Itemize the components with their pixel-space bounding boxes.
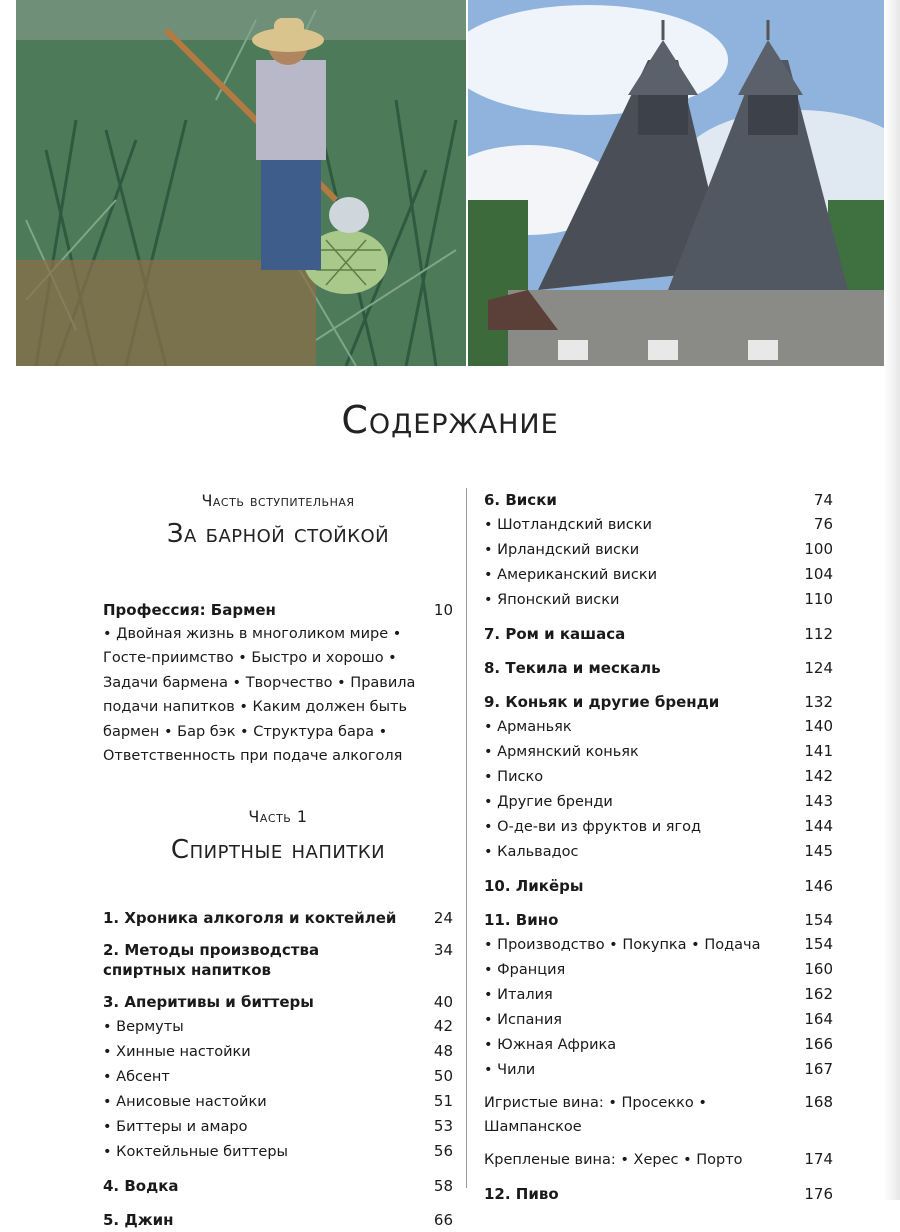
toc-entry-page: 34 <box>433 941 453 960</box>
part1-label: Часть 1 <box>248 807 308 827</box>
part1-title: Спиртные напитки <box>170 835 386 866</box>
toc-subentry[interactable] <box>484 537 833 562</box>
distillery-pagoda-photo <box>468 0 884 366</box>
toc-entry-page: 112 <box>804 625 833 643</box>
toc-subentry-page: 53 <box>433 1117 453 1136</box>
toc-subentry[interactable] <box>484 932 833 957</box>
toc-entry-page: 176 <box>804 1185 833 1203</box>
toc-entry-page: 154 <box>804 911 833 929</box>
toc-subentry-page: 48 <box>433 1042 453 1061</box>
toc-chapter-12[interactable] <box>484 1182 833 1206</box>
toc-subentry-label: • Южная Африка <box>484 1033 616 1057</box>
toc-subentry[interactable] <box>484 764 833 789</box>
toc-subentry-page: 140 <box>804 717 833 735</box>
toc-subentry-label: • Вермуты <box>103 1015 184 1039</box>
toc-subentry-label: • Испания <box>484 1008 562 1032</box>
toc-subentry-label: • Американский виски <box>484 563 657 587</box>
toc-subentry[interactable] <box>484 957 833 982</box>
toc-subentry[interactable] <box>103 1089 453 1114</box>
toc-subentry-page: 167 <box>804 1060 833 1078</box>
toc-subentry-label: • Производство • Покупка • Подача <box>484 933 760 957</box>
toc-entry-bartender[interactable] <box>103 598 453 622</box>
toc-subentry-label: • Италия <box>484 983 553 1007</box>
toc-chapter-6[interactable] <box>484 488 833 512</box>
toc-subentry-label: • Арманьяк <box>484 715 572 739</box>
toc-subentry-page: 110 <box>804 590 833 608</box>
toc-subentry[interactable] <box>484 1057 833 1082</box>
toc-chapter-8[interactable] <box>484 656 833 680</box>
toc-subentry[interactable] <box>484 982 833 1007</box>
toc-chapter-2[interactable] <box>103 940 453 980</box>
toc-subentry[interactable] <box>103 1014 453 1039</box>
toc-subentry-label: • Чили <box>484 1058 535 1082</box>
toc-subentry-page: 76 <box>813 515 833 533</box>
toc-subentry-page: 143 <box>804 792 833 810</box>
toc-entry-label: 3. Аперитивы и биттеры <box>103 993 314 1012</box>
toc-subentry-label: • Кальвадос <box>484 840 578 864</box>
toc-subentry-label: • Ирландский виски <box>484 538 639 562</box>
toc-subentry[interactable] <box>484 839 833 864</box>
page-title: Содержание <box>341 398 559 442</box>
toc-chapter-10[interactable] <box>484 874 833 898</box>
toc-subentry-label: • Японский виски <box>484 588 619 612</box>
toc-entry-label: 8. Текила и мескаль <box>484 659 661 677</box>
toc-subentry-label: • Хинные настойки <box>103 1040 251 1064</box>
toc-subentry-label: • О-де-ви из фруктов и ягод <box>484 815 701 839</box>
column-divider <box>466 488 467 1188</box>
toc-subentry[interactable] <box>103 1064 453 1089</box>
toc-entry-page: 132 <box>804 693 833 711</box>
toc-chapter-3[interactable] <box>103 990 453 1014</box>
toc-entry-label: Профессия: Бармен <box>103 601 276 619</box>
toc-entry-label: 1. Хроника алкоголя и коктейлей <box>103 909 397 928</box>
toc-entry-label: 4. Водка <box>103 1177 179 1196</box>
toc-subentry-page: 50 <box>433 1067 453 1086</box>
toc-subentry-label: • Анисовые настойки <box>103 1090 267 1114</box>
toc-subentry-page: 166 <box>804 1035 833 1053</box>
toc-subentry[interactable] <box>103 1139 453 1164</box>
toc-subentry-page: 42 <box>433 1017 453 1036</box>
page-edge-shadow <box>884 0 900 1200</box>
toc-subentry[interactable] <box>103 1039 453 1064</box>
toc-entry-label: 7. Ром и кашаса <box>484 625 626 643</box>
toc-entry-label: 12. Пиво <box>484 1185 559 1203</box>
toc-chapter-4[interactable] <box>103 1174 453 1198</box>
toc-entry-label: 10. Ликёры <box>484 877 584 895</box>
toc-subentry[interactable] <box>484 789 833 814</box>
toc-entry-page: 74 <box>813 491 833 509</box>
toc-chapter-7[interactable] <box>484 622 833 646</box>
toc-subentry[interactable] <box>484 587 833 612</box>
toc-subentry-page: 162 <box>804 985 833 1003</box>
toc-subentry[interactable] <box>484 512 833 537</box>
toc-subentry-label: • Абсент <box>103 1065 170 1089</box>
toc-subentry-page: 104 <box>804 565 833 583</box>
toc-subentry-label: • Коктейльные биттеры <box>103 1140 288 1164</box>
toc-subentry-page: 154 <box>804 935 833 953</box>
toc-entry-page: 66 <box>433 1211 453 1230</box>
toc-subentry[interactable] <box>484 562 833 587</box>
toc-entry-label: Крепленые вина: • Херес • Порто <box>484 1152 743 1168</box>
toc-entry-label: 5. Джин <box>103 1211 174 1230</box>
toc-subentry-page: 51 <box>433 1092 453 1111</box>
toc-subentry[interactable] <box>484 714 833 739</box>
toc-chapter-9[interactable] <box>484 690 833 714</box>
toc-subentry-page: 100 <box>804 540 833 558</box>
toc-entry-page: 174 <box>804 1150 833 1168</box>
intro-description: • Двойная жизнь в многоликом мире • Госте-приимство • Быстро и хорошо • Задачи бармена • Творчество • Правила подачи напитков • Каким должен быть бармен • Бар бэк • Структура бара • Ответственность при подаче алкоголя <box>103 626 416 765</box>
toc-subentry-page: 142 <box>804 767 833 785</box>
toc-entry-sparkling[interactable] <box>484 1090 833 1139</box>
toc-subentry-label: • Шотландский виски <box>484 513 652 537</box>
toc-subentry[interactable] <box>484 739 833 764</box>
toc-subentry-label: • Франция <box>484 958 565 982</box>
toc-subentry[interactable] <box>484 814 833 839</box>
toc-chapter-1[interactable] <box>103 906 453 930</box>
toc-subentry-label: • Армянский коньяк <box>484 740 639 764</box>
intro-part-title: За барной стойкой <box>166 519 390 549</box>
toc-subentry-page: 164 <box>804 1010 833 1028</box>
toc-subentry-label: • Другие бренди <box>484 790 613 814</box>
toc-subentry-label: • Биттеры и амаро <box>103 1115 247 1139</box>
toc-subentry[interactable] <box>484 1007 833 1032</box>
toc-subentry-page: 160 <box>804 960 833 978</box>
intro-part-label: Часть вступительная <box>201 491 355 510</box>
toc-chapter-5[interactable] <box>103 1208 453 1232</box>
toc-subentry[interactable] <box>484 1032 833 1057</box>
header-photos <box>16 0 884 366</box>
toc-entry-label: 2. Методы производства спиртных напитков <box>103 941 320 980</box>
toc-entry-label: 6. Виски <box>484 491 557 509</box>
agave-field-photo <box>16 0 466 366</box>
toc-subentry-page: 141 <box>804 742 833 760</box>
toc-chapter-11[interactable] <box>484 908 833 932</box>
toc-subentry-label: • Писко <box>484 765 543 789</box>
toc-entry-label: Игристые вина: • Просекко • Шампанское <box>484 1095 707 1135</box>
toc-entry-page: 168 <box>804 1093 833 1111</box>
toc-subentry-page: 145 <box>804 842 833 860</box>
toc-entry-page: 24 <box>433 909 453 928</box>
toc-entry-page: 40 <box>433 993 453 1012</box>
toc-entry-page: 58 <box>433 1177 453 1196</box>
toc-entry-page: 10 <box>433 601 453 619</box>
toc-entry-page: 124 <box>804 659 833 677</box>
toc-entry-fortified[interactable] <box>484 1147 833 1172</box>
toc-entry-label: 9. Коньяк и другие бренди <box>484 693 720 711</box>
toc-right-column <box>484 488 833 1206</box>
toc-subentry[interactable] <box>103 1114 453 1139</box>
toc-entry-label: 11. Вино <box>484 911 559 929</box>
toc-entry-page: 146 <box>804 877 833 895</box>
toc-left-column <box>103 488 453 1232</box>
toc-subentry-page: 56 <box>433 1142 453 1161</box>
toc-subentry-page: 144 <box>804 817 833 835</box>
